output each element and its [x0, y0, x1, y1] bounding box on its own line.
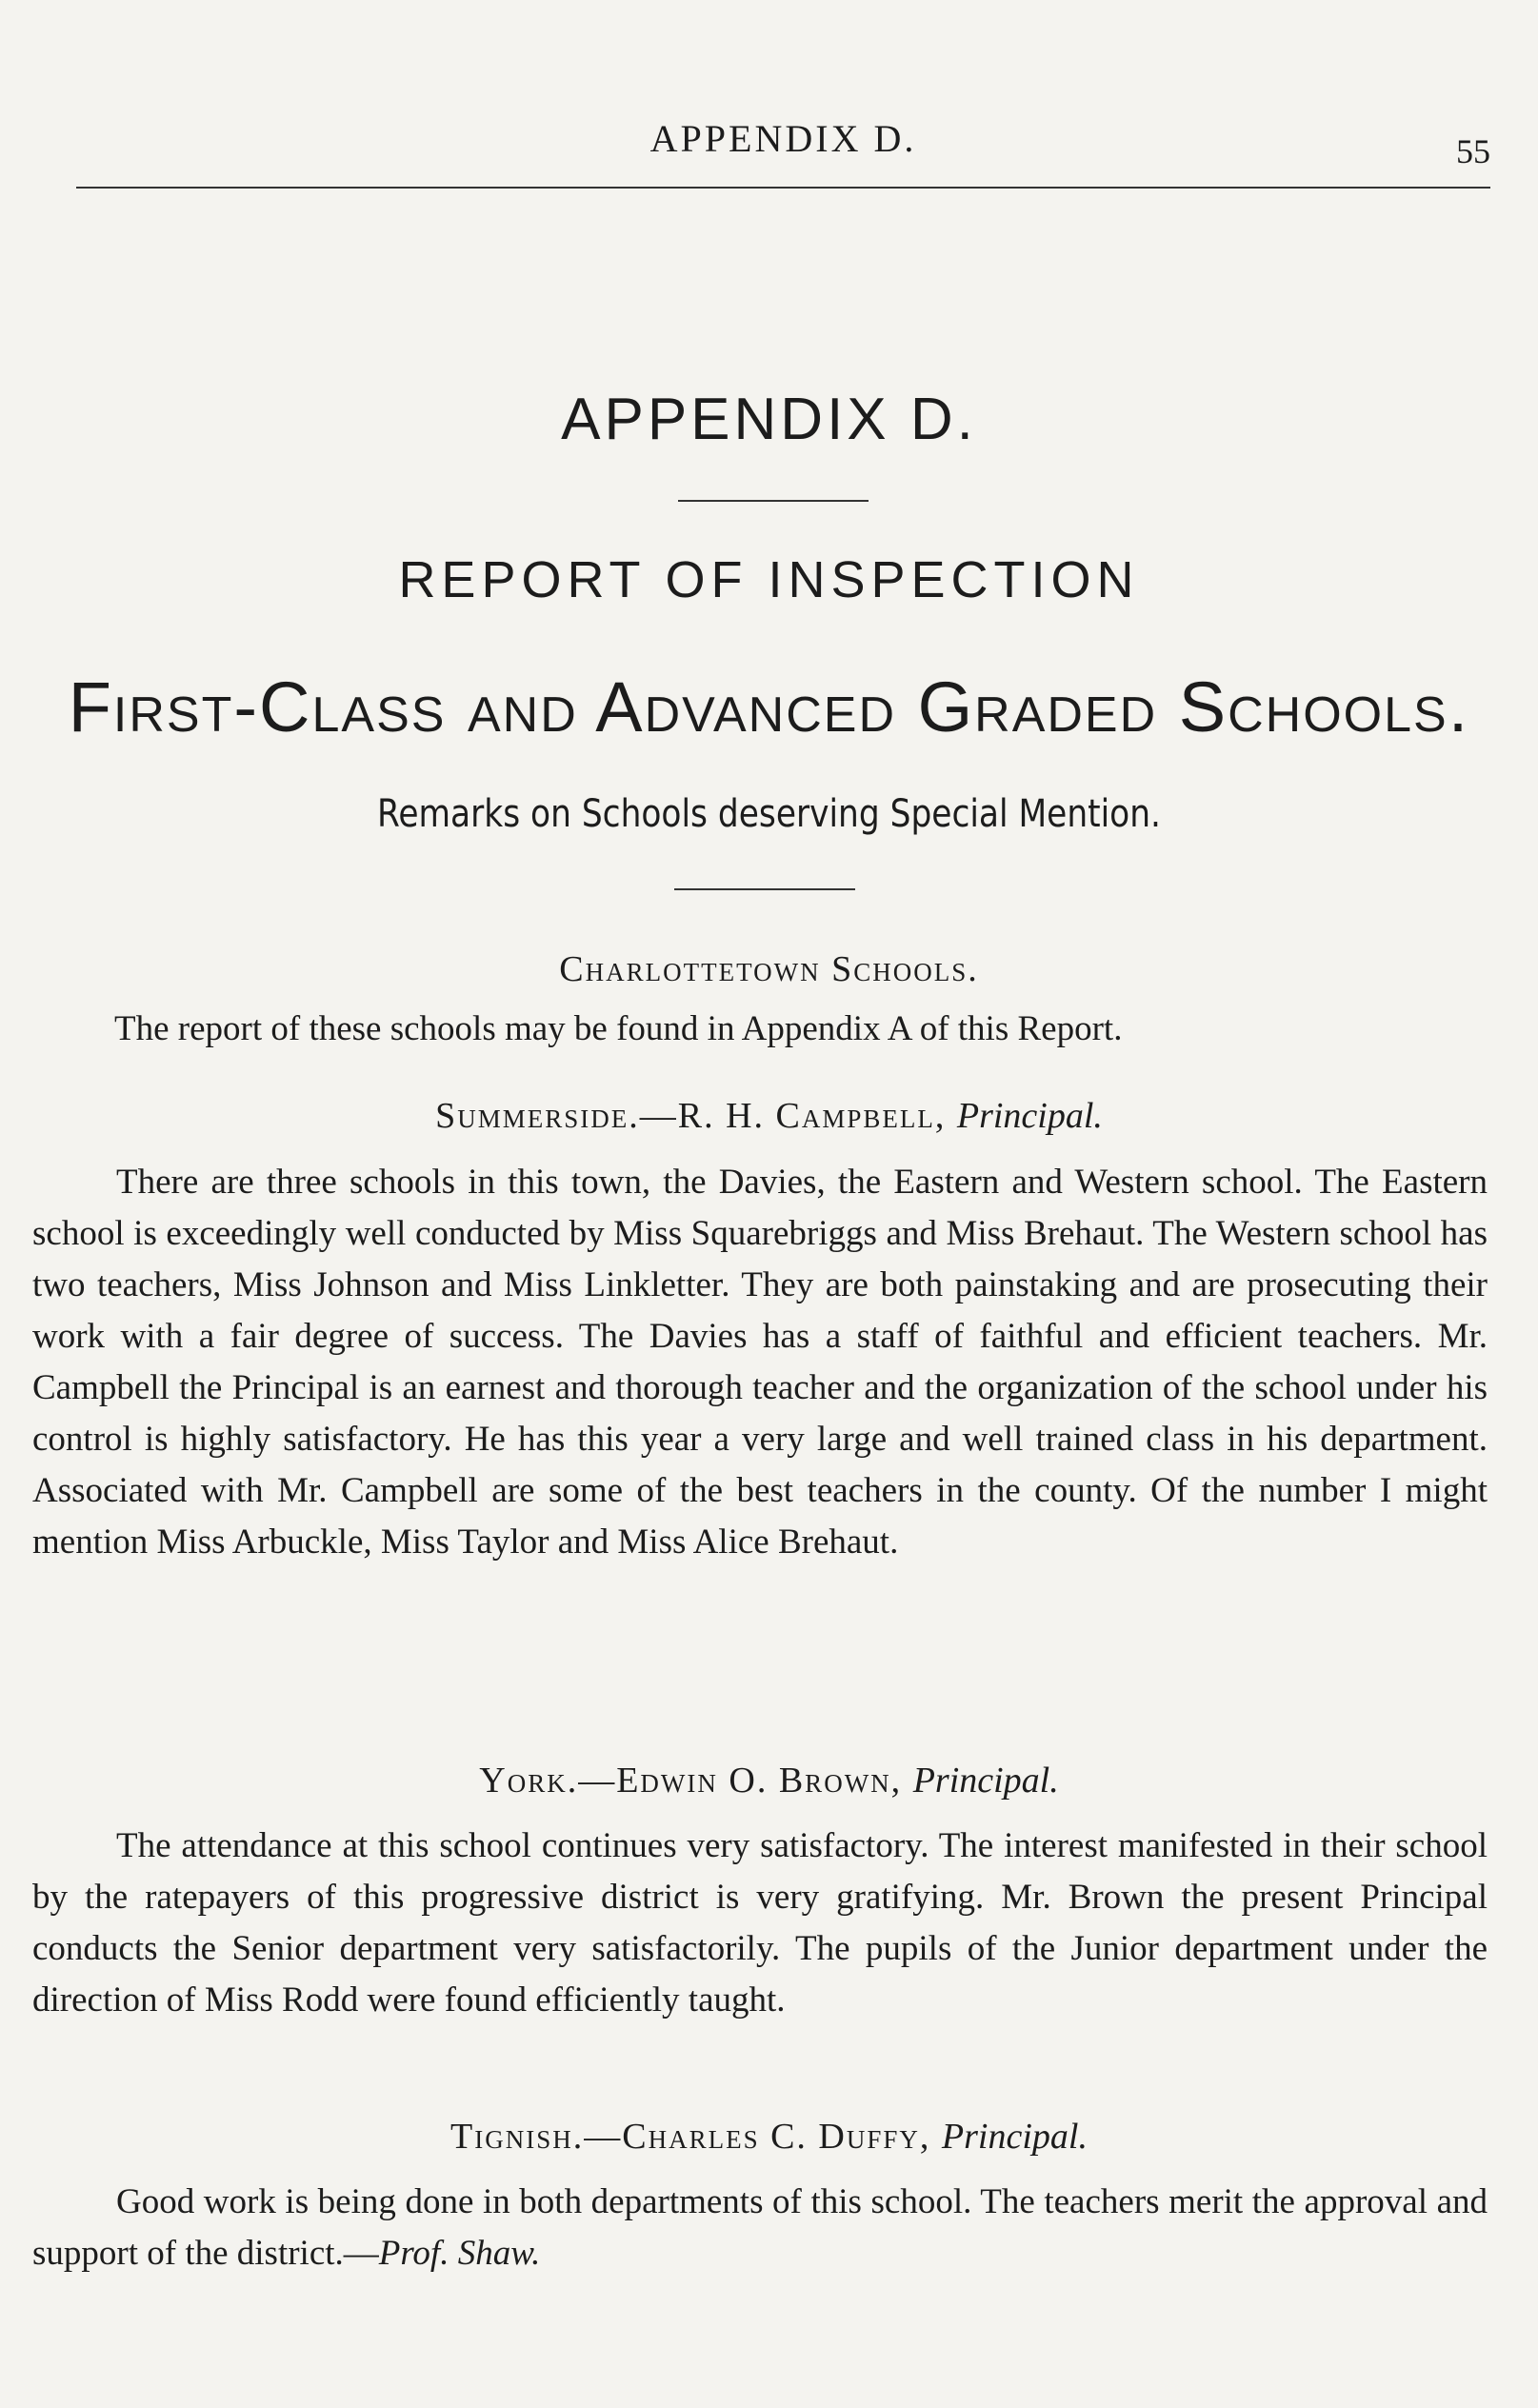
summerside-heading-text: Summerside.—R. H. Campbell,: [435, 1096, 957, 1136]
tignish-signature: Prof. Shaw.: [378, 2234, 541, 2273]
tignish-heading-text: Tignish.—Charles C. Duffy,: [450, 2117, 942, 2157]
running-header: [76, 116, 1490, 173]
schools-heading: First-Class and Advanced Graded Schools.: [68, 667, 1470, 746]
remarks-subtitle: Remarks on Schools deserving Special Mention.: [377, 792, 1161, 836]
tignish-heading: [0, 2116, 1538, 2158]
summerside-heading: [0, 1095, 1538, 1137]
charlottetown-paragraph: The report of these schools may be found in Appendix A of this Report.: [114, 1009, 1123, 1048]
header-rule: [76, 187, 1490, 189]
running-title: APPENDIX D.: [649, 117, 917, 160]
york-heading-text: York.—Edwin O. Brown,: [479, 1761, 913, 1801]
summerside-principal-label: Principal.: [956, 1096, 1103, 1136]
york-heading: [0, 1760, 1538, 1801]
york-paragraph: The attendance at this school continues very satisfactory. The interest manifested in their school by the ratepayers of this progressive district is very gratifying. Mr. Brown the present Principal conducts the Senior department very satisfactorily. The pupils of the Junior department under the direction of Miss Rodd were found efficiently taught.: [32, 1826, 1488, 2020]
title-divider: [678, 500, 869, 502]
tignish-paragraph: [32, 2177, 1488, 2279]
appendix-title: APPENDIX D.: [561, 387, 977, 452]
page-number: 55: [1456, 132, 1490, 170]
york-principal-label: Principal.: [912, 1761, 1059, 1801]
tignish-paragraph-text: Good work is being done in both departments of this school. The teachers merit the approval and support of the district.—: [32, 2182, 1488, 2273]
summerside-paragraph: There are three schools in this town, the Davies, the Eastern and Western school. The Eastern school is exceedingly well conducted by Miss Squarebriggs and Miss Brehaut. The Western school has two teachers, Miss Johnson and Miss Linkletter. They are both painstaking and are prosecuting their work with a fair degree of success. The Davies has a staff of faithful and efficient teachers. Mr. Campbell the Principal is an earnest and thorough teacher and the organization of the school under his control is highly satisfactory. He has this year a very large and well trained class in his department. Associated with Mr. Campbell are some of the best teachers in the county. Of the number I might mention Miss Arbuckle, Miss Taylor and Miss Alice Brehaut.: [32, 1163, 1488, 1562]
charlottetown-heading: Charlottetown Schools.: [559, 949, 979, 989]
subtitle-divider: [674, 888, 855, 890]
report-heading: REPORT OF INSPECTION: [398, 551, 1140, 608]
tignish-principal-label: Principal.: [941, 2117, 1088, 2157]
